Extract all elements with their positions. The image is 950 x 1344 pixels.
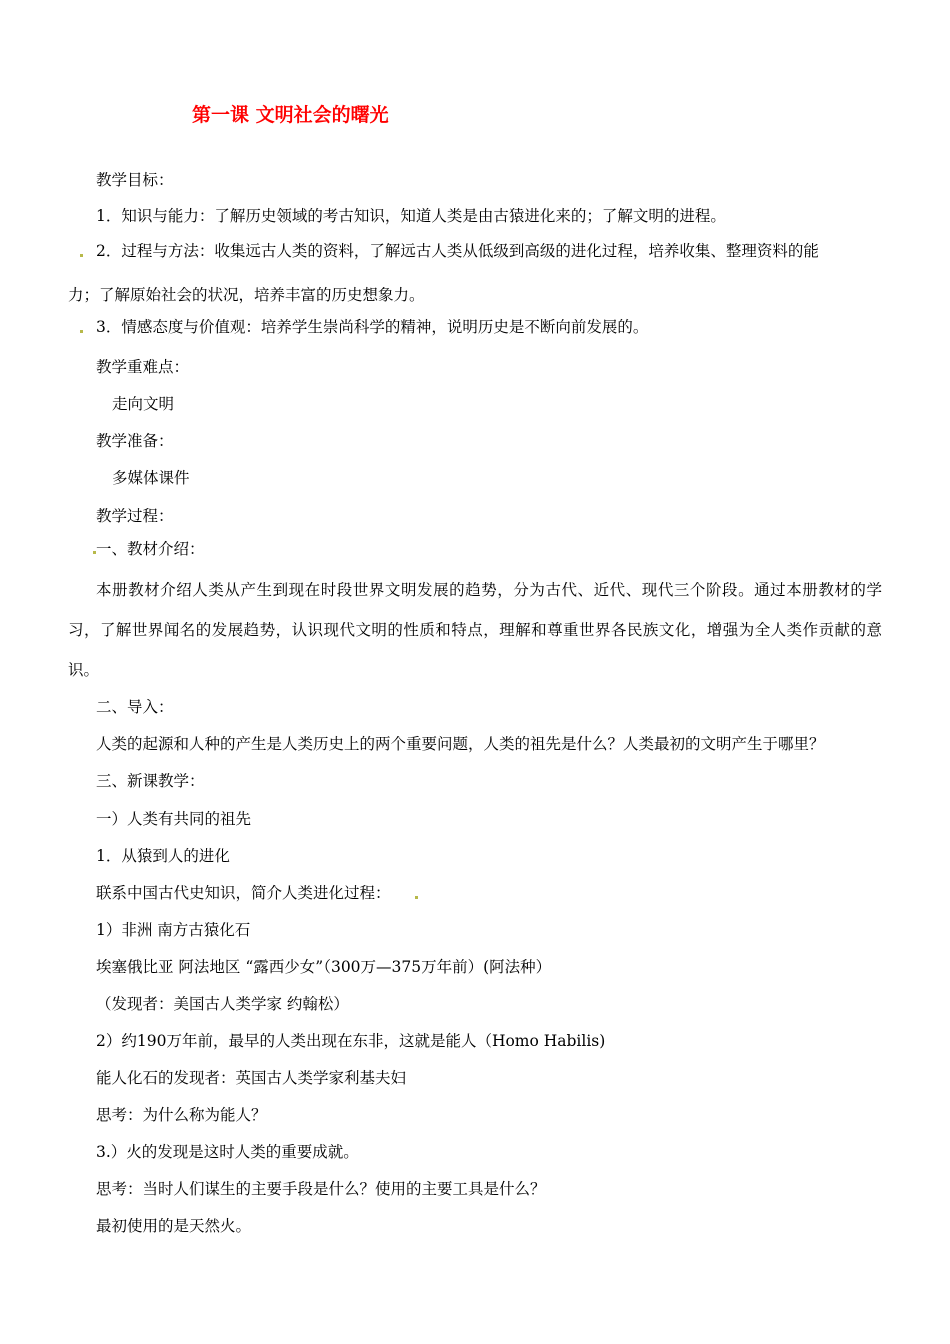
objective-item-2: 2．过程与方法：收集远古人类的资料，了解远古人类从低级到高级的进化过程，培养收集、整理资料的能: [96, 242, 819, 260]
topic-heading-1: 1．从猿到人的进化: [96, 847, 230, 865]
evolution-step-3: 3.）火的发现是这时人类的重要成就。: [96, 1143, 359, 1161]
subsection-heading-1: 一）人类有共同的祖先: [96, 810, 252, 828]
evolution-step-2: 2）约190万年前，最早的人类出现在东非，这就是能人（Homo Habilis): [96, 1032, 606, 1050]
objective-item-1: 1．知识与能力：了解历史领域的考古知识，知道人类是由古猿进化来的；了解文明的进程。: [96, 207, 726, 225]
objective-item-3: 3．情感态度与价值观：培养学生崇尚科学的精神，说明历史是不断向前发展的。: [96, 318, 649, 336]
lucy-discoverer-text: （发现者：美国古人类学家 约翰松）: [96, 995, 349, 1013]
section-heading-process: 教学过程：: [96, 507, 174, 525]
evolution-intro: 联系中国古代史知识，简介人类进化过程：: [96, 884, 391, 902]
homo-habilis-discoverer: 能人化石的发现者：英国古人类学家利基夫妇: [96, 1069, 407, 1087]
thinking-question-1: 思考：为什么称为能人？: [96, 1106, 267, 1124]
page-title: 第一课 文明社会的曙光: [192, 104, 389, 126]
section-heading-preparation: 教学准备：: [96, 432, 174, 450]
lucy-fossil-text: 埃塞俄比亚 阿法地区 “露西少女”（300万—375万年前）(阿法种）: [96, 958, 552, 976]
evolution-step-1: 1）非洲 南方古猿化石: [96, 921, 251, 939]
margin-mark: [80, 254, 83, 257]
objective-item-2-continued: 力；了解原始社会的状况，培养丰富的历史想象力。: [68, 286, 425, 304]
margin-mark: [80, 330, 83, 333]
part-2-heading: 二、导入：: [96, 698, 174, 716]
preparation-text: 多媒体课件: [112, 469, 190, 487]
margin-mark: [415, 896, 418, 899]
thinking-question-2: 思考：当时人们谋生的主要手段是什么？使用的主要工具是什么？: [96, 1180, 546, 1198]
section-heading-key-points: 教学重难点：: [96, 358, 190, 376]
part-3-heading: 三、新课教学：: [96, 772, 205, 790]
introduction-text: 人类的起源和人种的产生是人类历史上的两个重要问题，人类的祖先是什么？人类最初的文明产生于哪里？: [96, 735, 825, 753]
textbook-intro-paragraph: 本册教材介绍人类从产生到现在时段世界文明发展的趋势，分为古代、近代、现代三个阶段。通过本册教材的学习，了解世界闻名的发展趋势，认识现代文明的性质和特点，理解和尊重世界各民族文化，增强为全人类作贡献的意识。: [68, 581, 882, 679]
key-points-text: 走向文明: [112, 395, 175, 413]
natural-fire-text: 最初使用的是天然火。: [96, 1217, 252, 1235]
section-heading-objectives: 教学目标：: [96, 171, 174, 189]
part-1-heading: 一、教材介绍：: [96, 540, 205, 558]
